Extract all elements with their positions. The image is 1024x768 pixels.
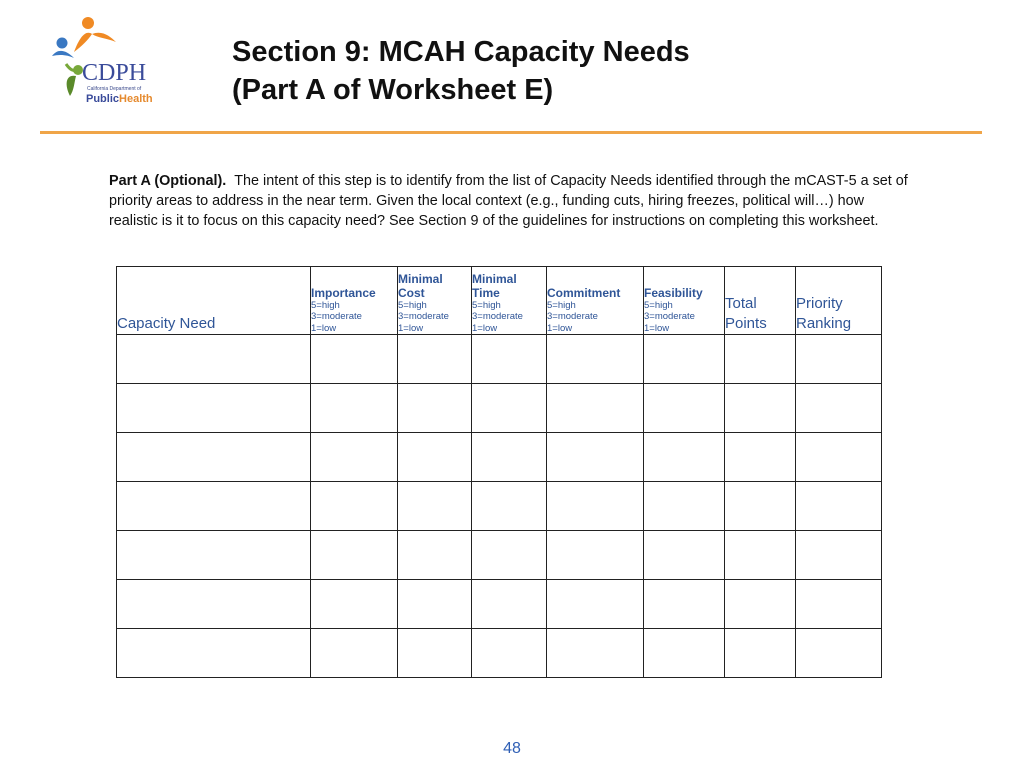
- cell-commitment[interactable]: [547, 335, 644, 384]
- criterion-label: Minimal Cost: [398, 271, 443, 300]
- header-minimal-cost: [398, 267, 472, 335]
- logo-tagline: California Department of: [87, 86, 142, 92]
- cell-total-points[interactable]: [725, 335, 796, 384]
- header-importance: [311, 267, 398, 335]
- table-row: [117, 433, 882, 482]
- cell-minimal-time[interactable]: [472, 531, 547, 580]
- intro-body: The intent of this step is to identify from the list of Capacity Needs identified through the mCAST-5 a set of priority areas to address in the near term. Given the local context (e.g., funding cuts, hiring freezes, political will…) how realistic is it to focus on this capacity need? See Section 9 of the guidelines for instructions on completing this worksheet.: [109, 173, 908, 229]
- logo-wordmark: [86, 93, 153, 105]
- logo-abbrev: CDPH: [82, 60, 147, 86]
- scale-low: 1=low: [644, 322, 670, 334]
- cell-minimal-cost[interactable]: [398, 482, 472, 531]
- table-row: [117, 580, 882, 629]
- cell-priority-ranking[interactable]: [796, 580, 882, 629]
- cell-minimal-time[interactable]: [472, 629, 547, 678]
- cell-priority-ranking[interactable]: [796, 384, 882, 433]
- header-feasibility: [644, 267, 725, 335]
- cell-minimal-cost[interactable]: [398, 629, 472, 678]
- cell-priority-ranking[interactable]: [796, 531, 882, 580]
- scale-high: 5=high: [311, 299, 340, 311]
- cell-capacity-need[interactable]: [117, 531, 311, 580]
- cell-importance[interactable]: [311, 531, 398, 580]
- cell-minimal-cost[interactable]: [398, 433, 472, 482]
- criterion-label: Feasibility: [644, 285, 703, 300]
- cell-total-points[interactable]: [725, 482, 796, 531]
- cell-commitment[interactable]: [547, 629, 644, 678]
- page-number: 48: [503, 740, 521, 757]
- scale-moderate: 3=moderate: [472, 311, 523, 322]
- cell-feasibility[interactable]: [644, 629, 725, 678]
- cell-importance[interactable]: [311, 482, 398, 531]
- table-header-row: [117, 267, 882, 335]
- cell-feasibility[interactable]: [644, 433, 725, 482]
- scale-moderate: 3=moderate: [644, 311, 695, 322]
- cell-commitment[interactable]: [547, 433, 644, 482]
- cell-minimal-time[interactable]: [472, 580, 547, 629]
- page-title-line-1: Section 9: MCAH Capacity Needs: [232, 36, 690, 68]
- cell-minimal-time[interactable]: [472, 482, 547, 531]
- criterion-label: Importance: [311, 285, 376, 300]
- logo-word-public: Public: [86, 93, 120, 105]
- cell-importance[interactable]: [311, 433, 398, 482]
- cell-feasibility[interactable]: [644, 482, 725, 531]
- cell-importance[interactable]: [311, 335, 398, 384]
- cell-priority-ranking[interactable]: [796, 433, 882, 482]
- header-total-points: Total Points: [725, 267, 796, 335]
- criterion-label: Minimal Time: [472, 271, 517, 300]
- cell-capacity-need[interactable]: [117, 335, 311, 384]
- header-priority-ranking: Priority Ranking: [796, 267, 882, 335]
- header-commitment: [547, 267, 644, 335]
- cell-commitment[interactable]: [547, 580, 644, 629]
- table-row: [117, 482, 882, 531]
- scale-low: 1=low: [311, 322, 337, 334]
- cell-feasibility[interactable]: [644, 531, 725, 580]
- cell-minimal-time[interactable]: [472, 335, 547, 384]
- cell-commitment[interactable]: [547, 482, 644, 531]
- cell-feasibility[interactable]: [644, 384, 725, 433]
- table-row: [117, 531, 882, 580]
- page-title: [232, 33, 690, 109]
- cell-capacity-need[interactable]: [117, 384, 311, 433]
- table-row: [117, 384, 882, 433]
- table-body: [117, 335, 882, 678]
- cell-commitment[interactable]: [547, 531, 644, 580]
- scale-moderate: 3=moderate: [311, 311, 362, 322]
- cell-priority-ranking[interactable]: [796, 629, 882, 678]
- cell-total-points[interactable]: [725, 531, 796, 580]
- table-row: [117, 335, 882, 384]
- cell-minimal-cost[interactable]: [398, 580, 472, 629]
- scale-high: 5=high: [547, 299, 576, 311]
- cell-capacity-need[interactable]: [117, 580, 311, 629]
- table-row: [117, 629, 882, 678]
- cell-minimal-time[interactable]: [472, 384, 547, 433]
- scale-low: 1=low: [547, 322, 573, 334]
- cell-importance[interactable]: [311, 580, 398, 629]
- cell-capacity-need[interactable]: [117, 433, 311, 482]
- cell-minimal-cost[interactable]: [398, 335, 472, 384]
- cell-capacity-need[interactable]: [117, 482, 311, 531]
- cell-capacity-need[interactable]: [117, 629, 311, 678]
- cell-importance[interactable]: [311, 629, 398, 678]
- cell-minimal-time[interactable]: [472, 433, 547, 482]
- capacity-needs-worksheet-table: [116, 266, 882, 678]
- cell-minimal-cost[interactable]: [398, 384, 472, 433]
- cell-total-points[interactable]: [725, 629, 796, 678]
- scale-moderate: 3=moderate: [398, 311, 449, 322]
- cell-priority-ranking[interactable]: [796, 482, 882, 531]
- scale-moderate: 3=moderate: [547, 311, 598, 322]
- intro-paragraph: [109, 171, 909, 231]
- cell-feasibility[interactable]: [644, 580, 725, 629]
- page-title-line-2: (Part A of Worksheet E): [232, 74, 554, 106]
- cell-feasibility[interactable]: [644, 335, 725, 384]
- cell-total-points[interactable]: [725, 433, 796, 482]
- cell-importance[interactable]: [311, 384, 398, 433]
- scale-low: 1=low: [398, 322, 424, 334]
- cell-minimal-cost[interactable]: [398, 531, 472, 580]
- scale-low: 1=low: [472, 322, 498, 334]
- cell-priority-ranking[interactable]: [796, 335, 882, 384]
- header-minimal-time: [472, 267, 547, 335]
- header-divider: [40, 131, 982, 134]
- cell-total-points[interactable]: [725, 580, 796, 629]
- cell-total-points[interactable]: [725, 384, 796, 433]
- criterion-label: Commitment: [547, 285, 621, 300]
- cell-commitment[interactable]: [547, 384, 644, 433]
- header-capacity-need: Capacity Need: [117, 267, 311, 335]
- scale-high: 5=high: [398, 299, 427, 311]
- scale-high: 5=high: [644, 299, 673, 311]
- logo-word-health: Health: [119, 93, 153, 105]
- intro-lead: Part A (Optional).: [109, 173, 227, 189]
- scale-high: 5=high: [472, 299, 501, 311]
